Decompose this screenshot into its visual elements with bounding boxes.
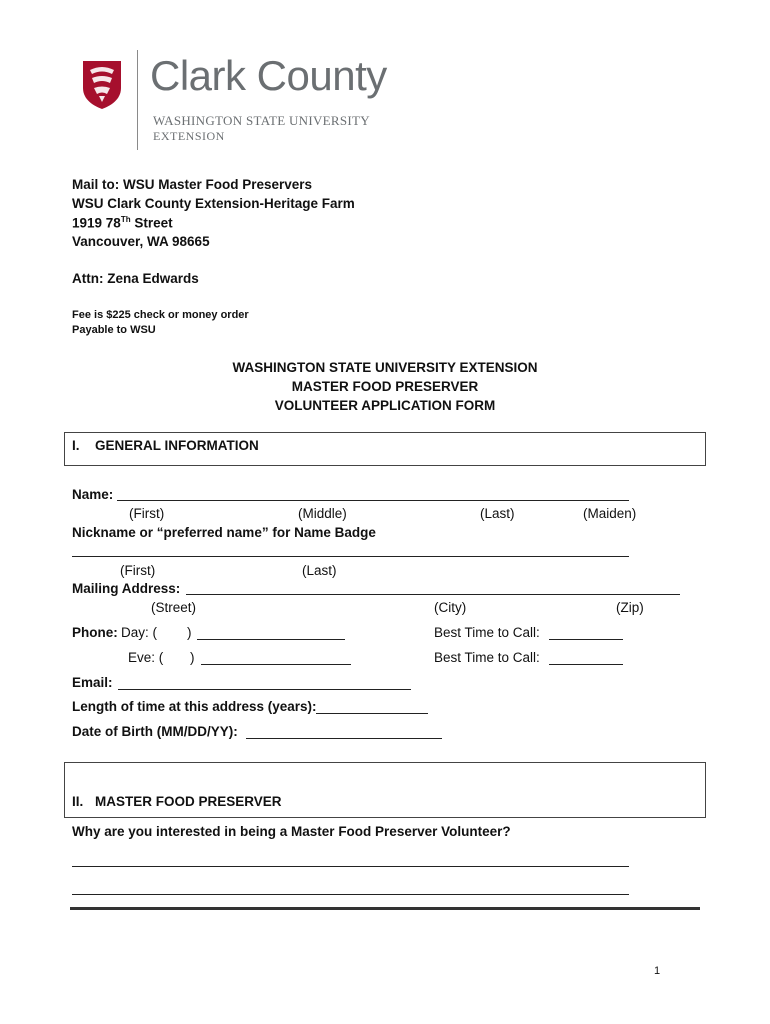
- name-input[interactable]: [117, 500, 629, 501]
- best-time-eve-label: Best Time to Call:: [434, 650, 540, 665]
- name-label: Name:: [72, 487, 114, 502]
- best-time-day-input[interactable]: [549, 639, 623, 640]
- name-maiden-caption: (Maiden): [583, 506, 637, 521]
- form-title-line2: MASTER FOOD PRESERVER: [291, 379, 479, 394]
- street-number: 1919 78: [72, 215, 121, 231]
- mail-line1: Mail to: WSU Master Food Preservers: [72, 177, 313, 192]
- street-suffix: Th: [120, 215, 131, 224]
- interest-answer-line2[interactable]: [72, 894, 629, 895]
- mail-line3: [72, 215, 173, 231]
- dob-label: Date of Birth (MM/DD/YY):: [72, 724, 238, 739]
- email-label: Email:: [72, 675, 113, 690]
- length-label: Length of time at this address (years):: [72, 699, 317, 714]
- street-name: Street: [130, 215, 173, 231]
- best-time-eve-input[interactable]: [549, 664, 623, 665]
- nickname-first-caption: (First): [120, 563, 156, 578]
- page-number: 1: [654, 965, 661, 977]
- footer-rule: [70, 907, 700, 910]
- section2-box: [64, 762, 706, 818]
- eve-phone-input[interactable]: [201, 664, 351, 665]
- form-title-line1: WASHINGTON STATE UNIVERSITY EXTENSION: [232, 360, 538, 375]
- logo-divider: [137, 50, 138, 150]
- name-middle-caption: (Middle): [298, 506, 347, 521]
- phone-label: Phone:: [72, 625, 118, 640]
- email-input[interactable]: [118, 689, 411, 690]
- attn-line: Attn: Zena Edwards: [72, 271, 199, 286]
- nickname-last-caption: (Last): [302, 563, 337, 578]
- day-area-code-input[interactable]: [157, 639, 185, 640]
- eve-paren-close: ): [190, 650, 195, 665]
- wsu-logo-shield: [82, 60, 122, 110]
- day-paren-close: ): [187, 625, 192, 640]
- eve-label: Eve: (: [128, 650, 164, 665]
- eve-area-code-input[interactable]: [163, 664, 187, 665]
- name-first-caption: (First): [129, 506, 165, 521]
- best-time-day-label: Best Time to Call:: [434, 625, 540, 640]
- zip-caption: (Zip): [616, 600, 644, 615]
- logo-extension: EXTENSION: [153, 129, 225, 143]
- day-label: Day: (: [121, 625, 158, 640]
- street-caption: (Street): [151, 600, 197, 615]
- interest-answer-line1[interactable]: [72, 866, 629, 867]
- city-caption: (City): [434, 600, 467, 615]
- section2-number: II.: [72, 794, 84, 809]
- logo-title: Clark County: [150, 52, 387, 99]
- interest-question: Why are you interested in being a Master Food Preserver Volunteer?: [72, 824, 511, 839]
- form-title-line3: VOLUNTEER APPLICATION FORM: [274, 398, 496, 413]
- dob-input[interactable]: [246, 738, 442, 739]
- mail-line4: Vancouver, WA 98665: [72, 234, 210, 249]
- mailing-address-input[interactable]: [186, 594, 680, 595]
- section1-number: I.: [72, 438, 80, 453]
- nickname-label: Nickname or “preferred name” for Name Badge: [72, 525, 376, 540]
- logo-university: WASHINGTON STATE UNIVERSITY: [153, 113, 370, 128]
- fee-line: Fee is $225 check or money order: [72, 309, 249, 321]
- section2-heading: MASTER FOOD PRESERVER: [95, 794, 282, 809]
- mailing-address-label: Mailing Address:: [72, 581, 181, 596]
- mail-line2: WSU Clark County Extension-Heritage Farm: [72, 196, 355, 211]
- section1-heading: GENERAL INFORMATION: [95, 438, 259, 453]
- length-input[interactable]: [316, 713, 428, 714]
- nickname-input[interactable]: [72, 556, 629, 557]
- day-phone-input[interactable]: [197, 639, 345, 640]
- name-last-caption: (Last): [480, 506, 515, 521]
- payable-line: Payable to WSU: [72, 324, 156, 336]
